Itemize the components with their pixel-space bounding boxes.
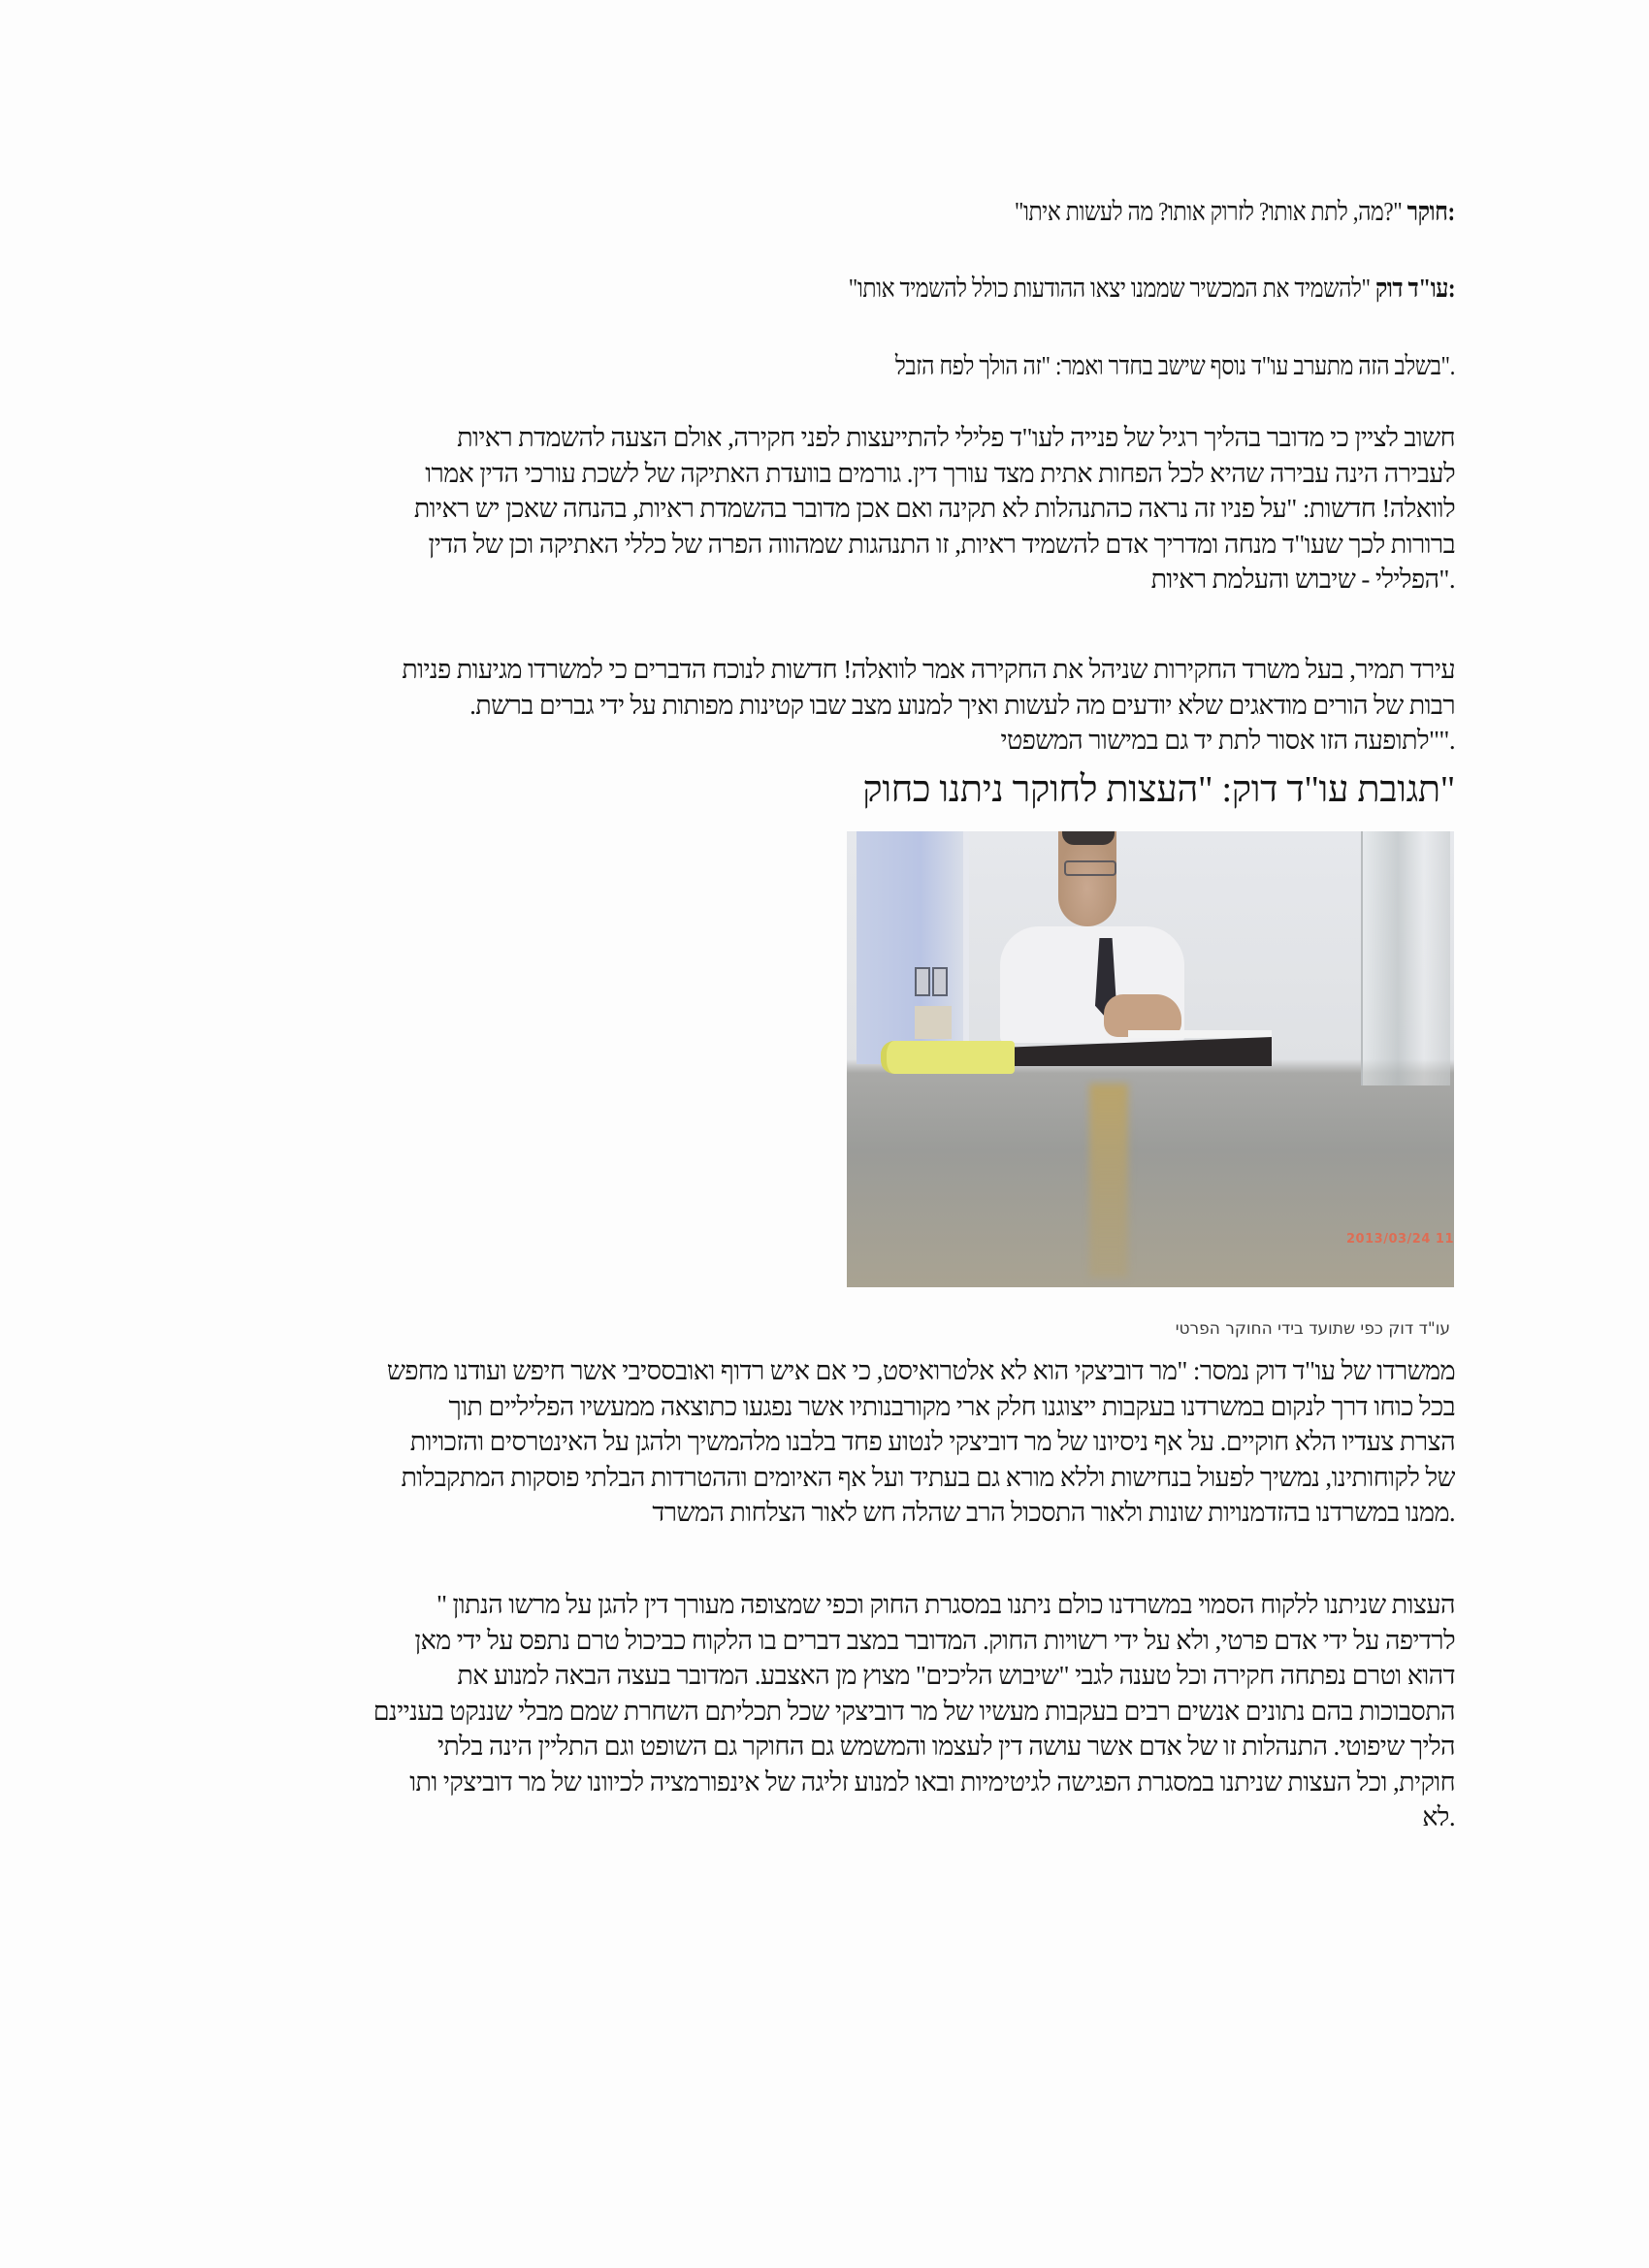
paragraph-line: .לא xyxy=(1422,1802,1455,1831)
paragraph-line: .""לתופעה הזו אסור לתת יד גם במישור המשפטי xyxy=(1000,726,1455,755)
paragraph-line: ממשרדו של עו"ד דוק נמסר: "מר דוביצקי הוא לא אלטרואיסט, כי אם איש רדוף ואובססיבי אשר חיפש ועודנו מחפש xyxy=(386,1356,1455,1385)
yellow-notepad xyxy=(881,1041,1015,1074)
section-heading: "תגובת עו"ד דוק: "העצות לחוקר ניתנו כחוק xyxy=(862,769,1455,810)
speaker-label: :חוקר xyxy=(1406,197,1455,226)
glass-pitcher xyxy=(1361,831,1450,1085)
person-head xyxy=(1058,831,1116,926)
background-doorway xyxy=(857,831,969,1064)
paragraph-line: חשוב לציין כי מדובר בהליך רגיל של פנייה לעו"ד פלילי להתייעצות לפני חקירה, אולם הצעה להשמדת ראיות xyxy=(457,423,1455,452)
paragraph-line: הצרת צעדיו הלא חוקיים. על אף ניסיונו של מר דוביצקי לנטוע פחד בלבנו מלהמשיך ולהגן על האינטרסים והזכויות xyxy=(409,1427,1455,1456)
dialogue-quote: "?מה, לתת אותו? לזרוק אותו? מה לעשות איתו" xyxy=(1015,197,1403,226)
paragraph-office-response xyxy=(223,1353,1455,1531)
dialogue-line-investigator xyxy=(1015,192,1455,231)
paragraph-line: דהוא וטרם נפתחה חקירה וכל טענה לגבי "שיבוש הליכים" מצוץ מן האצבע. המדובר בעצה הבאה למנוע את xyxy=(457,1661,1455,1690)
picture-frame-icon xyxy=(932,967,948,996)
paragraph-line: לעבירה הינה עבירה שהיא לכל הפחות אתית מצד עורך דין. גורמים בוועדת האתיקה של לשכת עורכי הדין אמרו xyxy=(425,458,1455,488)
paragraph-line: ."הפלילי - שיבוש והעלמת ראיות xyxy=(1150,565,1455,594)
glasses xyxy=(1064,860,1116,876)
paragraph-ethics xyxy=(223,420,1455,598)
surveillance-photo xyxy=(847,831,1454,1287)
picture-frame-icon xyxy=(915,967,930,996)
paragraph-line: לרדיפה על ידי אדם פרטי, ולא על ידי רשויות החוק. המדובר במצב דברים בו הלקוח כביכול טרם נתפס על ידי מאן xyxy=(414,1625,1455,1655)
paragraph-line: בכל כוחו דרך לנקום במשרדנו בעקבות ייצוגנו חלק ארי מקורבנותיו אשר נפגעו כתוצאה ממעשיו הפליליים תוך xyxy=(448,1391,1455,1421)
table-reflection xyxy=(1089,1084,1128,1278)
paragraph-investigator-statement xyxy=(223,652,1455,759)
paragraph-advice-defense xyxy=(223,1587,1455,1835)
photo-caption: עו"ד דוק כפי שתועד בידי החוקר הפרטי xyxy=(1175,1319,1450,1339)
paragraph-line: התסבוכות בהם נתונים אנשים רבים בעקבות מעשיו של מר דוביצקי שכל תכליתם השחרת שמם מבלי שננקט בעניינם xyxy=(372,1696,1455,1726)
dialogue-quote: ."בשלב הזה מתערב עו"ד נוסף שישב בחדר ואמר: "זה הולך לפח הזבל xyxy=(894,351,1455,380)
paragraph-line: של לקוחותינו, נמשיך לפעול בנחישות וללא מורא גם בעתיד ועל אף האיומים וההטרדות הבלתי פוסקות המתקבלות xyxy=(401,1462,1455,1492)
folder-paper xyxy=(1128,1030,1272,1038)
speaker-label: :עו"ד דוק xyxy=(1374,274,1455,303)
paragraph-line: הליך שיפוטי. התנהלות זו של אדם אשר עושה דין לעצמו והמשמש גם החוקר גם השופט וגם התליין הינה בלתי xyxy=(436,1732,1455,1761)
paragraph-line: עירד תמיר, בעל משרד החקירות שניהל את החקירה אמר לוואלה! חדשות לנוכח הדברים כי למשרדו מגיעות פניות xyxy=(402,655,1455,684)
paragraph-line: ברורות לכך שעו"ד מנחה ומדריך אדם להשמיד ראיות, זו התנהגות שמהווה הפרה של כללי האתיקה וכן של הדין xyxy=(428,529,1455,559)
photo-timestamp: 2013/03/24 11 xyxy=(1346,1232,1454,1247)
paragraph-line: חוקית, וכל העצות שניתנו במסגרת הפגישה לגיטימיות ובאו למנוע זליגה של אינפורמציה לכיוונו של מר דוביצקי ותו xyxy=(409,1766,1455,1797)
paragraph-line: .ממנו במשרדנו בהזדמנויות שונות ולאור התסכול הרב שהלה חש לאור הצלחות המשרד xyxy=(652,1498,1455,1527)
dialogue-line-attorney xyxy=(849,269,1455,308)
paragraph-line: רבות של הורים מודאגים שלא יודעים מה לעשות ואיך למנוע מצב שבו קטינות מפותות על ידי גברים ברשת. xyxy=(469,690,1455,720)
paragraph-line: לוואלה! חדשות: "על פניו זה נראה כהתנהלות לא תקינה ואם אכן מדובר בהשמדת ראיות, בהנחה שאכן יש ראיות xyxy=(413,494,1455,523)
background-box xyxy=(915,1006,952,1039)
paragraph-line: העצות שניתנו ללקוח הסמוי במשרדנו כולם ניתנו במסגרת החוק וכפי שמצופה מעורך דין להגן על מרשו הנתון " xyxy=(436,1590,1455,1619)
dialogue-line-narration xyxy=(895,346,1455,385)
dialogue-quote: "להשמיד את המכשיר שממנו יצאו ההודעות כולל להשמיד אותו" xyxy=(848,274,1371,303)
person-hair xyxy=(1062,831,1115,845)
